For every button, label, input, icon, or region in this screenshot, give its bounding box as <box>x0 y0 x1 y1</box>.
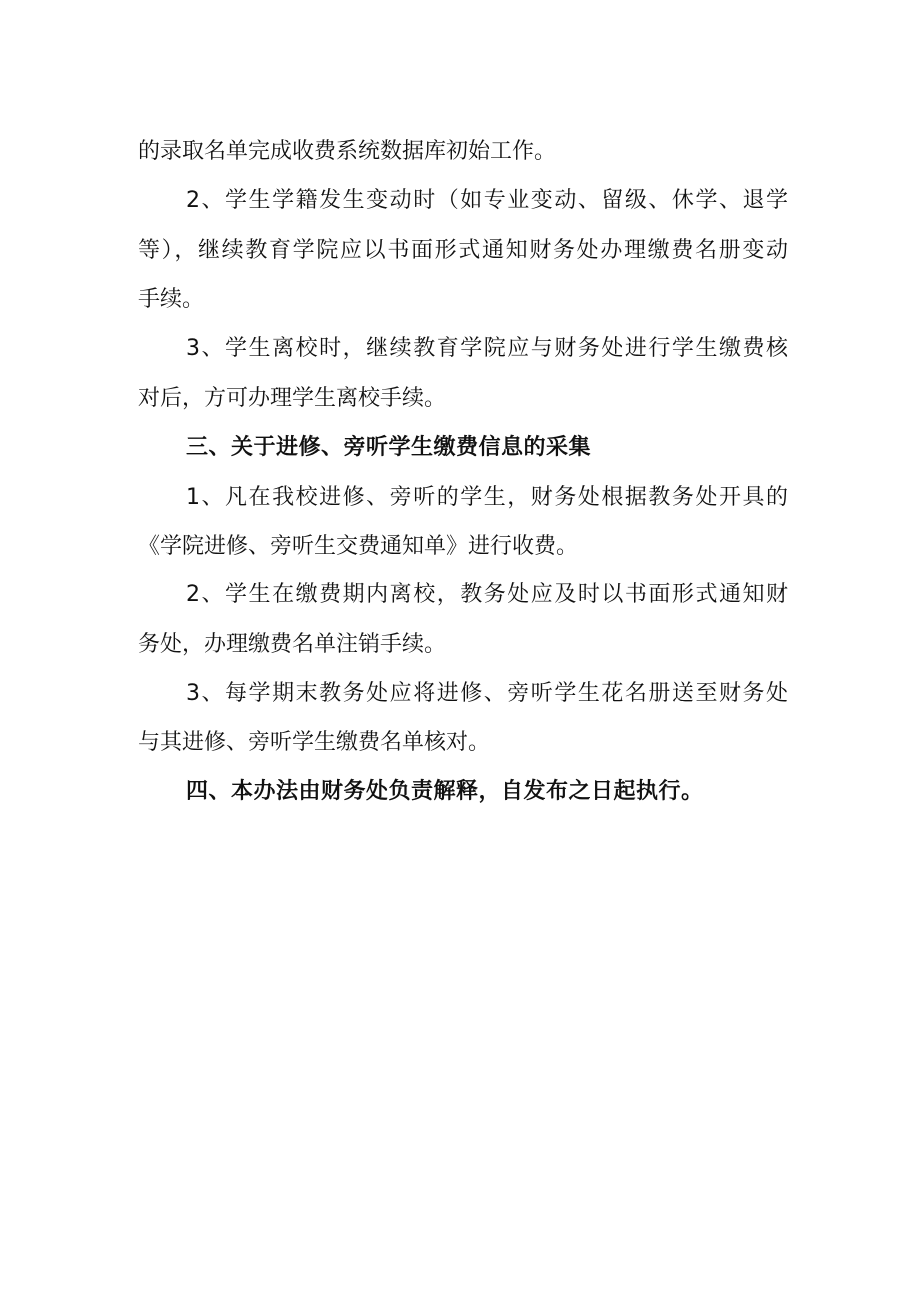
paragraph-line: 的录取名单完成收费系统数据库初始工作。 <box>138 139 557 164</box>
paragraph-line: 务处，办理缴费名单注销手续。 <box>138 632 447 657</box>
paragraph-line: 等），继续教育学院应以书面形式通知财务处办理缴费名册变动 <box>138 238 788 263</box>
paragraph-line: 1、凡在我校进修、旁听的学生，财务处根据教务处开具的 <box>186 485 788 510</box>
section-heading: 三、关于进修、旁听学生缴费信息的采集 <box>186 435 592 460</box>
paragraph-line: 2、学生学籍发生变动时（如专业变动、留级、休学、退学 <box>186 188 788 213</box>
paragraph-line: 与其进修、旁听学生缴费名单核对。 <box>138 730 491 755</box>
paragraph-line: 《学院进修、旁听生交费通知单》进行收费。 <box>138 534 579 559</box>
paragraph-line: 3、学生离校时，继续教育学院应与财务处进行学生缴费核 <box>186 336 788 361</box>
paragraph-line: 手续。 <box>138 287 205 312</box>
paragraph-line: 3、每学期末教务处应将进修、旁听学生花名册送至财务处 <box>186 681 788 706</box>
paragraph-line: 2、学生在缴费期内离校，教务处应及时以书面形式通知财 <box>186 582 788 607</box>
section-heading: 四、本办法由财务处负责解释，自发布之日起执行。 <box>186 779 704 804</box>
paragraph-line: 对后，方可办理学生离校手续。 <box>138 386 447 411</box>
